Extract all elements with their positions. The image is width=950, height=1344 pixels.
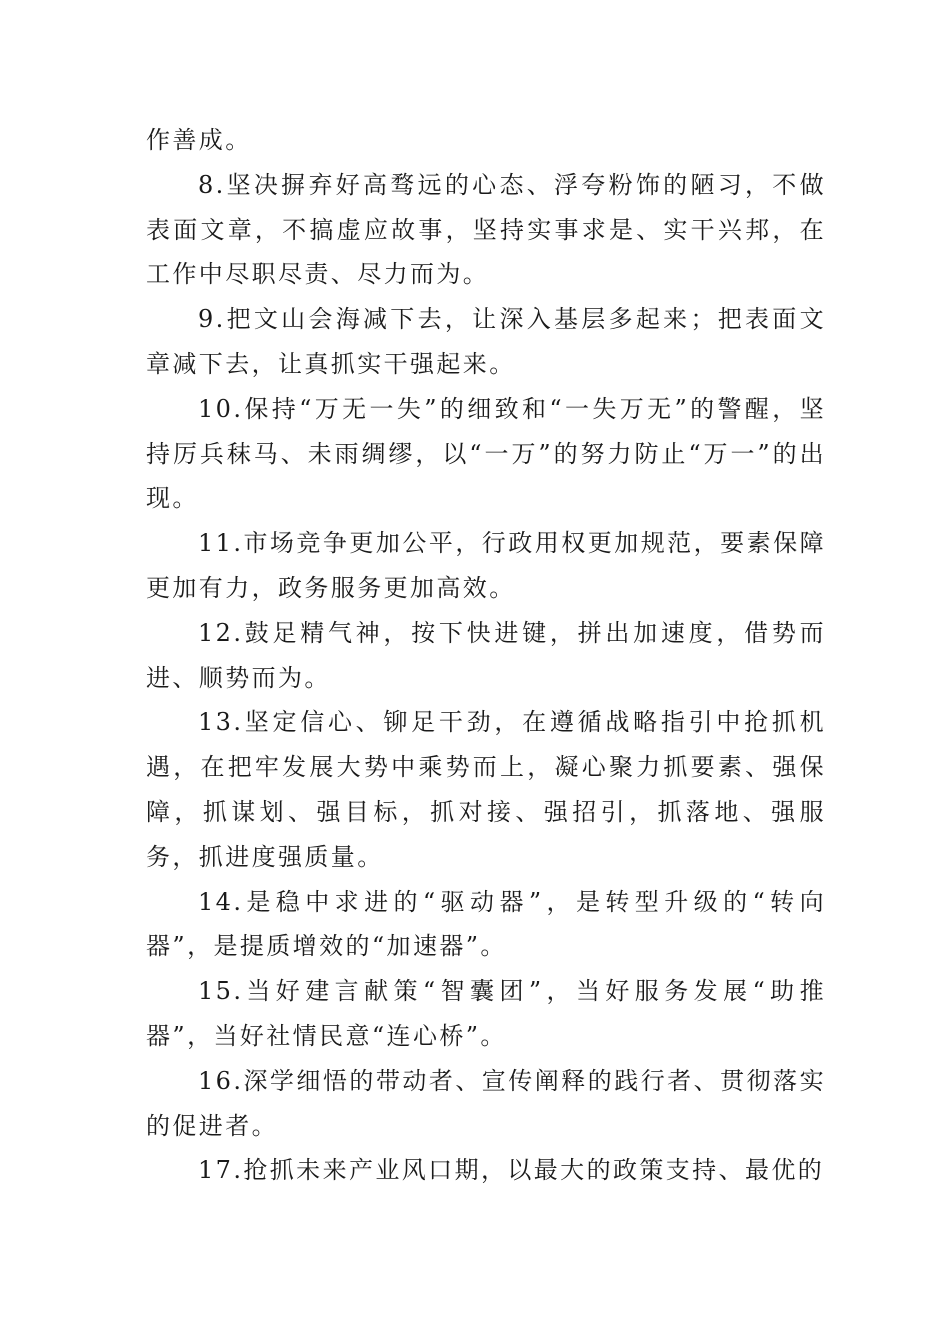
- paragraph-item-11: 11.市场竞争更加公平，行政用权更加规范，要素保障更加有力，政务服务更加高效。: [146, 529, 826, 602]
- paragraph-item-14: 14.是稳中求进的“驱动器”，是转型升级的“转向器”，是提质增效的“加速器”。: [146, 887, 826, 961]
- paragraph-continued: 作善成。: [146, 126, 252, 154]
- paragraph-item-15: 15.当好建言献策“智囊团”，当好服务发展“助推器”，当好社情民意“连心桥”。: [146, 977, 826, 1050]
- paragraph-item-8: 8.坚决摒弃好高骛远的心态、浮夸粉饰的陋习，不做表面文章，不搞虚应故事，坚持实事求是、实干兴邦，在工作中尽职尽责、尽力而为。: [146, 170, 826, 289]
- paragraph-item-12: 12.鼓足精气神，按下快进键，拼出加速度，借势而进、顺势而为。: [146, 618, 826, 692]
- paragraph-item-17: 17.抢抓未来产业风口期，以最大的政策支持、最优的: [198, 1156, 825, 1185]
- document-body: [146, 118, 826, 1193]
- paragraph-item-10: 10.保持“万无一失”的细致和“一失万无”的警醒，坚持厉兵秣马、未雨绸缪，以“一万”的努力防止“万一”的出现。: [146, 394, 826, 513]
- paragraph-item-13: 13.坚定信心、铆足干劲，在遵循战略指引中抢抓机遇，在把牢发展大势中乘势而上，凝心聚力抓要素、强保障，抓谋划、强目标，抓对接、强招引，抓落地、强服务，抓进度强质量。: [146, 708, 826, 871]
- paragraph-item-16: 16.深学细悟的带动者、宣传阐释的践行者、贯彻落实的促进者。: [146, 1066, 826, 1140]
- paragraph-item-9: 9.把文山会海减下去，让深入基层多起来；把表面文章减下去，让真抓实干强起来。: [146, 305, 826, 378]
